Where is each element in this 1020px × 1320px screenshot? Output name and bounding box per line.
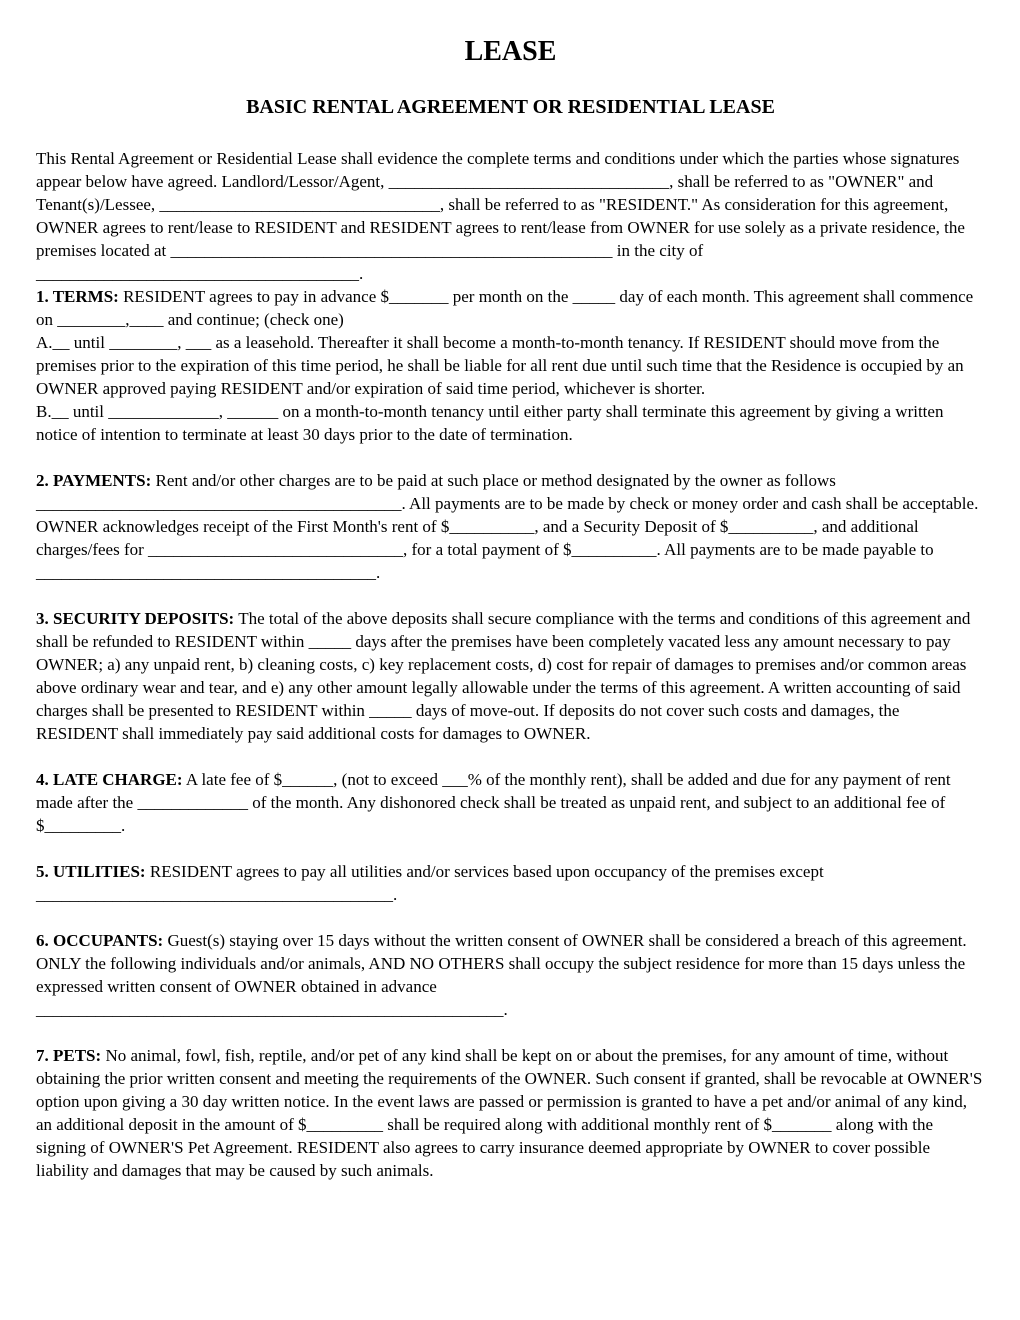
intro-paragraph: This Rental Agreement or Residential Lease shall evidence the complete terms and conditions under which the parties whose signatures appear below have agreed. Landlord/Lessor/Agent, _________________________________, shall be referred to as "OWNER" and Tenant(s)/Lessee, _________________________________, shall be referred to as "RESIDENT." As consideration for this agreement, OWNER agrees to rent/lease to RESIDENT and RESIDENT agrees to rent/lease from OWNER for use solely as a private residence, the premises located at ____________________________________________________ in the city of ______________________________________.: [36, 149, 965, 283]
section-terms-clause-b: B.__ until _____________, ______ on a month-to-month tenancy until either party shall terminate this agreement by giving a written notice of intention to terminate at least 30 days prior to the date of termination.: [36, 402, 944, 444]
section-pets-heading: 7. PETS:: [36, 1046, 102, 1065]
section-utilities-heading: 5. UTILITIES:: [36, 862, 146, 881]
section-payments-heading: 2. PAYMENTS:: [36, 471, 152, 490]
section-payments: [36, 469, 985, 584]
section-terms-heading: 1. TERMS:: [36, 287, 119, 306]
section-pets-paragraph: [36, 1044, 985, 1182]
section-occupants-text: Guest(s) staying over 15 days without the written consent of OWNER shall be considered a breach of this agreement. ONLY the following individuals and/or animals, AND NO OTHERS shall occupy the subject residence for more than 15 days unless the expressed written consent of OWNER obtained in advance: [36, 931, 967, 996]
section-terms-clause-a: A.__ until ________, ___ as a leasehold. Thereafter it shall become a month-to-month tenancy. If RESIDENT should move from the premises prior to the expiration of this time period, he shall be liable for all rent due until such time that the Residence is occupied by an OWNER approved paying RESIDENT and/or expiration of said time period, whichever is shorter.: [36, 333, 964, 398]
section-occupants: [36, 929, 985, 1021]
section-utilities-paragraph: [36, 860, 985, 883]
section-utilities-text: RESIDENT agrees to pay all utilities and/or services based upon occupancy of the premises except: [149, 862, 824, 881]
section-terms-opening: [36, 285, 985, 331]
section-late-charge-text: A late fee of $______, (not to exceed ___% of the monthly rent), shall be added and due for any payment of rent made after the _____________ of the month. Any dishonored check shall be treated as unpaid rent, and subject to an additional fee of $_________.: [36, 770, 951, 835]
section-terms-text: RESIDENT agrees to pay in advance $_______ per month on the _____ day of each month. This agreement shall commence on ________,____ and continue; (check one): [36, 287, 974, 329]
section-occupants-fill-in-blank: _______________________________________________________.: [36, 1000, 508, 1019]
section-security-deposits-heading: 3. SECURITY DEPOSITS:: [36, 609, 235, 628]
section-utilities-fill-in-blank: __________________________________________.: [36, 885, 398, 904]
section-utilities: [36, 860, 985, 906]
document-subtitle: BASIC RENTAL AGREEMENT OR RESIDENTIAL LEASE: [246, 96, 775, 118]
section-security-deposits-paragraph: [36, 607, 985, 745]
section-security-deposits: [36, 607, 985, 745]
section-occupants-heading: 6. OCCUPANTS:: [36, 931, 164, 950]
section-security-deposits-text: The total of the above deposits shall secure compliance with the terms and conditions of this agreement and shall be refunded to RESIDENT within _____ days after the premises have been completely vacated less any amount necessary to pay OWNER; a) any unpaid rent, b) cleaning costs, c) key replacement costs, d) cost for repair of damages to premises and/or common areas above ordinary wear and tear, and e) any other amount legally allowable under the terms of this agreement. A written accounting of said charges shall be presented to RESIDENT within _____ days of move-out. If deposits do not cover such costs and damages, the RESIDENT shall immediately pay said additional costs for damages to OWNER.: [36, 609, 971, 743]
section-terms: [36, 285, 985, 446]
section-payments-text: Rent and/or other charges are to be paid at such place or method designated by the owner as follows ___________________________________________. All payments are to be made by check or money order and cash shall be acceptable. OWNER acknowledges receipt of the First Month's rent of $__________, and a Security Deposit of $__________, and additional charges/fees for ______________________________, for a total payment of $__________. All payments are to be made payable to ________________________________________.: [36, 471, 979, 582]
section-late-charge: [36, 768, 985, 837]
document-title: LEASE: [464, 36, 557, 67]
section-payments-paragraph: [36, 469, 985, 584]
section-late-charge-paragraph: [36, 768, 985, 837]
section-pets-text: No animal, fowl, fish, reptile, and/or pet of any kind shall be kept on or about the premises, for any amount of time, without obtaining the prior written consent and meeting the requirements of the OWNER. Such consent if granted, shall be revocable at OWNER'S option upon giving a 30 day written notice. In the event laws are passed or permission is granted to have a pet and/or animal of any kind, an additional deposit in the amount of $_________ shall be required along with additional monthly rent of $_______ along with the signing of OWNER'S Pet Agreement. RESIDENT also agrees to carry insurance deemed appropriate by OWNER to cover possible liability and damages that may be caused by such animals.: [36, 1046, 983, 1180]
section-occupants-paragraph: [36, 929, 985, 998]
section-late-charge-heading: 4. LATE CHARGE:: [36, 770, 183, 789]
section-pets: [36, 1044, 985, 1182]
